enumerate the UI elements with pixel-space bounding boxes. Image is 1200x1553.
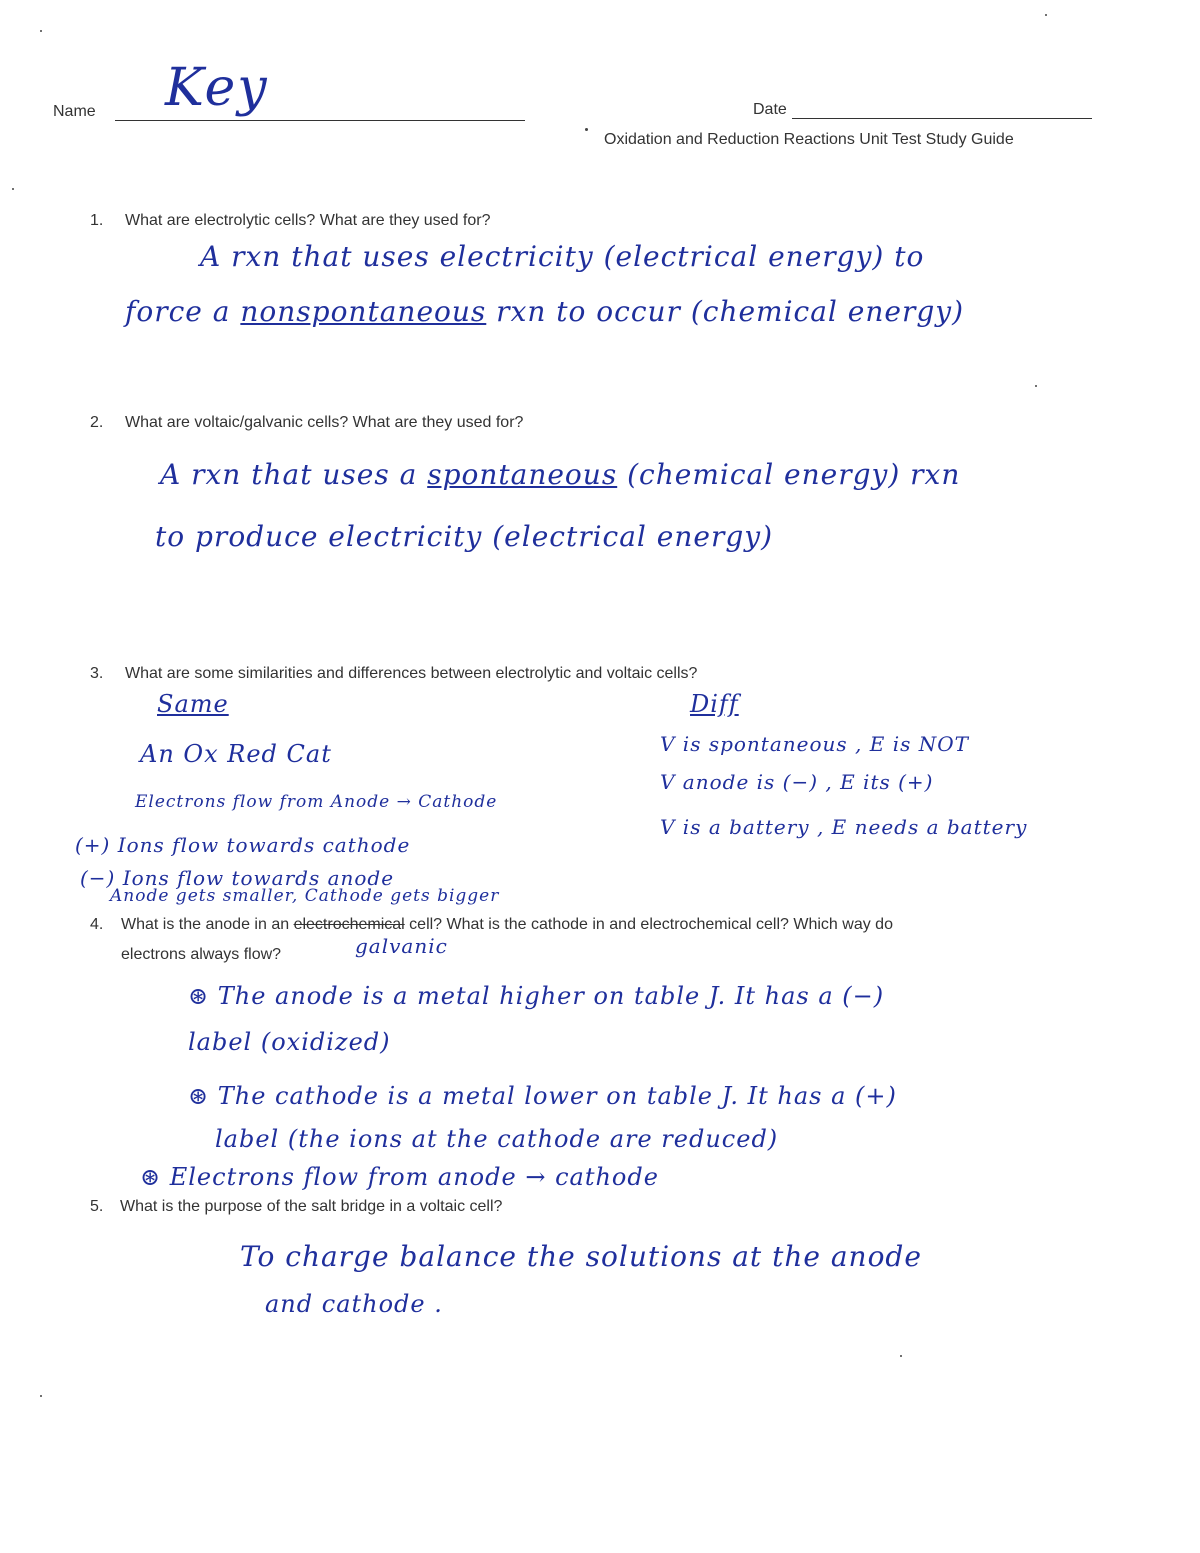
name-underline bbox=[115, 120, 525, 121]
scan-speck bbox=[1035, 385, 1037, 387]
scan-speck bbox=[40, 30, 42, 32]
scan-speck bbox=[40, 1395, 42, 1397]
q4-question: What is the anode in an electrochemical cell? What is the cathode in and electrochemical cell? Which way do bbox=[121, 916, 893, 933]
q4-question-line2: electrons always flow? bbox=[121, 946, 282, 963]
q2-number: 2. bbox=[90, 414, 104, 431]
q3-number: 3. bbox=[90, 665, 104, 682]
date-label: Date bbox=[753, 101, 787, 118]
q2-answer-line1: A rxn that uses a spontaneous (chemical energy) rxn bbox=[160, 458, 961, 491]
scan-speck bbox=[12, 188, 14, 190]
q1-question: What are electrolytic cells? What are they used for? bbox=[125, 212, 491, 229]
q2-question: What are voltaic/galvanic cells? What are they used for? bbox=[125, 414, 524, 431]
q5-answer-line1: To charge balance the solutions at the anode bbox=[240, 1240, 922, 1273]
q3-question: What are some similarities and differences between electrolytic and voltaic cells? bbox=[125, 665, 698, 682]
q3-same-item: (−) Ions flow towards anode bbox=[80, 866, 395, 890]
q5-question: What is the purpose of the salt bridge in a voltaic cell? bbox=[120, 1198, 503, 1215]
q3-diff-item: V anode is (−) , E its (+) bbox=[660, 770, 934, 794]
q1-answer-line2: force a nonspontaneous rxn to occur (chemical energy) bbox=[125, 295, 965, 328]
scan-speck bbox=[1045, 14, 1047, 16]
q3-same-heading: Same bbox=[157, 690, 229, 718]
q4-answer-line: label (oxidized) bbox=[188, 1028, 391, 1056]
q3-diff-item: V is a battery , E needs a battery bbox=[660, 815, 1028, 839]
q4-number: 4. bbox=[90, 916, 104, 933]
name-handwritten: Key bbox=[165, 58, 269, 118]
q4-answer-line: ⊛ The cathode is a metal lower on table J. It has a (+) bbox=[188, 1082, 897, 1110]
q3-diff-item: V is spontaneous , E is NOT bbox=[660, 732, 969, 756]
scan-speck bbox=[900, 1355, 902, 1357]
name-label: Name bbox=[53, 103, 96, 120]
q4-answer-line: ⊛ Electrons flow from anode → cathode bbox=[140, 1163, 659, 1191]
q3-same-item: Electrons flow from Anode → Cathode bbox=[135, 792, 498, 812]
q1-answer-line1: A rxn that uses electricity (electrical energy) to bbox=[200, 240, 925, 273]
q2-answer-line2: to produce electricity (electrical energy) bbox=[155, 520, 774, 553]
q3-same-item: An Ox Red Cat bbox=[140, 740, 332, 768]
q4-answer-line: ⊛ The anode is a metal higher on table J. It has a (−) bbox=[188, 982, 885, 1010]
q1-number: 1. bbox=[90, 212, 104, 229]
q3-same-item: Anode gets smaller, Cathode gets bigger bbox=[110, 886, 500, 906]
q4-insert-galvanic: galvanic bbox=[355, 934, 448, 958]
scan-speck bbox=[585, 128, 588, 131]
q3-diff-heading: Diff bbox=[690, 690, 739, 718]
q3-same-item: (+) Ions flow towards cathode bbox=[75, 833, 411, 857]
date-underline bbox=[792, 118, 1092, 119]
document-title: Oxidation and Reduction Reactions Unit Test Study Guide bbox=[604, 131, 1014, 148]
q5-answer-line2: and cathode . bbox=[265, 1290, 443, 1318]
q4-answer-line: label (the ions at the cathode are reduced) bbox=[215, 1125, 779, 1153]
q5-number: 5. bbox=[90, 1198, 104, 1215]
